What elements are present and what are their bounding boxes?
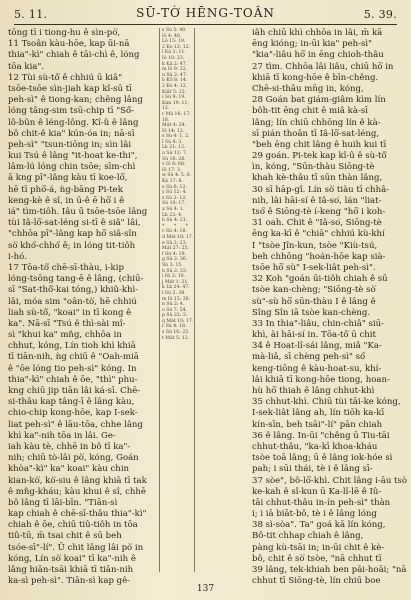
text-line: thia"-kì" chiah ê tāi-chì ê, lóng (8, 50, 140, 61)
cross-reference: q Mát 10: 17. (162, 318, 194, 324)
cross-reference: j Mát 1: 21. (162, 279, 189, 285)
cross-reference: r Sù 4: 18. (162, 324, 187, 330)
cross-reference: 12. (162, 106, 170, 112)
cross-reference: l Sù 2: 38. (162, 290, 186, 296)
text-line: nih; chiū tò-lâi pò͘, kóng, Goán (8, 453, 139, 464)
text-line: iâh chiū khì chhōa in lâi, m̄ kā (252, 28, 383, 38)
text-line: i; i iā biāt-bô, tè i ê lâng lóng (252, 509, 377, 520)
header-rule (14, 24, 397, 25)
text-line: 17 Tōa-tô͘ chē-sī-thàu, i-kip (8, 262, 124, 273)
text-line: 39 lâng, tek-khiah ben pāi-hoāi; "nā (252, 565, 407, 575)
text-line: hù hō͘ thiah ê lâng chhut-khì (252, 386, 375, 396)
cross-reference: v Iô 6: 68. (162, 162, 186, 168)
cross-reference: w Sù 4: 5, 6. (162, 173, 192, 179)
cross-reference: ī Ká 3: 11. (162, 50, 186, 56)
text-line: 37 sòe", bô-lō͘-khì. Chit lâng i-āu tsò (252, 475, 408, 486)
text-line: khah kè-thâu tī sūn thàn lâng, (252, 173, 383, 184)
cross-reference: s Sù 5: 40. (162, 28, 187, 33)
header-chapter-verse-left: 5. 11. (14, 8, 48, 21)
cross-reference: Lô 15: 19. (162, 39, 186, 45)
text-line: 33 In thia"-liâu, chin-chiâ" siū- (252, 318, 384, 329)
cross-reference: c Sù 4: 18. (162, 229, 187, 235)
text-line: lâi, móa sim "oân-tò͘, hē chhiú (8, 296, 137, 307)
cross-reference: e Sù 2: 23. (162, 240, 187, 246)
cross-reference: x Sù 6: 12. (162, 184, 187, 190)
running-header (14, 6, 397, 24)
cross-reference: Mát 4: 24. (162, 123, 186, 129)
cross-reference: Kun 19: 11. (162, 100, 189, 106)
text-line: tiû-tū, m̄ tsai chit ê sū beh (8, 531, 122, 542)
text-line: sù"-sù hō͘ sūn-thàu I ê lâng ê (252, 296, 376, 307)
cross-reference-column (162, 28, 192, 576)
text-line: tsōe-tsōe sìn-jiah kap kî-sū tī (8, 83, 132, 94)
cross-reference: Ká 17: 8. (162, 179, 183, 185)
text-line: "chhōa pī"-lâng kap hō͘ siâ-sîn (8, 229, 137, 240)
text-line: thia"-kì" chiah ê ōe, "thì" phu- (8, 374, 138, 385)
cross-reference: d Mát 10: 17. (162, 234, 194, 240)
text-line: keng-tiōng ê kàu-hoat-su, khí- (252, 363, 382, 374)
text-line: 12 Tùi sù-tô͘ ê chhiú ū kiâ" (8, 72, 123, 83)
text-line: 34 ê Hoat-lî-sái lâng, miâ "Ka- (252, 341, 382, 352)
text-line: tsóe-sī"-lí". Ū chit lâng lâi pò͘ in (8, 542, 144, 553)
text-line: tsōe hō͘ sù" I-sek-liât peh-sì". (252, 262, 376, 273)
cross-reference: g Sù 2: 36. (162, 257, 188, 263)
text-line: si-thâu kap tâng-ī ê lâng kàu, (8, 397, 135, 408)
cross-reference: z Sù 2: 12. (162, 195, 187, 201)
text-line: chhut tī Siōng-tè, lín chiū boe (252, 576, 381, 587)
cross-reference: t Mát 5: 12. (162, 335, 190, 341)
column-divider-right (194, 28, 195, 572)
text-line: bô, chit ê sò͘ tsòe, "nā chhut tī (252, 553, 382, 564)
text-line: lô-bûn ê léng-lông. Kî-û ê lâng (8, 117, 139, 128)
cross-reference: Iô 14: 12. (162, 128, 185, 134)
text-line: tāi chhut-thâu in-ín peh-sì" thàn (252, 497, 391, 508)
text-line: Chē-si-thâu mn̄g in, kóng, (252, 83, 364, 94)
text-line: kian-kò͘, kò͘-siu ê lâng khiā tī tak (8, 475, 147, 486)
text-line: kóng, Lín sò͘ koai" tī ka"-nih ê (8, 553, 136, 564)
text-line: 31 oah. Chit ê "Iâ-so͘, Siōng-tè (252, 218, 382, 229)
text-line: "kia"-liâu hō͘ in ēng chioh-thâu (252, 50, 384, 61)
text-line: khiā tī kong-hōe ê bīn-chêng. (252, 72, 379, 83)
text-line: i-hó. (8, 251, 27, 262)
text-line: tī tiān-nih, ǹg chiū ê "Oah-miā (8, 352, 139, 363)
text-line: liat peh-sì" ê lāu-tōa, chhe lâng (8, 419, 143, 430)
text-line: lâng; lín chiū chhōng lín ê kà- (252, 117, 381, 128)
cross-reference: k Ká 2: 47. (162, 61, 188, 67)
text-line: lóng-tsōng tang-ē ê lâng, (chiū- (8, 274, 144, 285)
cross-reference: n Sù 2: 47. (162, 72, 188, 78)
text-line: hē tī phō͘-á, ǹg-bāng Pi-tek (8, 184, 123, 195)
text-line: ìn, kóng, "Sūn-thàu Siōng-tè (252, 162, 375, 173)
text-line: 28 Goán bat giám-giâm kìm lín (252, 95, 386, 106)
cross-reference: s Sù 16: 23. (162, 330, 190, 336)
text-line: 38 sì-sòa". Ta" goá kā lín kóng, (252, 520, 386, 531)
cross-reference: ī Sù 4: 3. (162, 139, 183, 145)
header-book-title: SŪ-TÒ͘ HĒNG-TOÂN (136, 6, 275, 20)
text-line: kui Tsú ê lâng "it-hoat ke-thi", (8, 151, 138, 162)
text-line: I "tsòe Jîn-kun, tsòe "Kiù-tsú, (252, 240, 378, 251)
cross-reference: Sù 10: 17. (162, 201, 186, 207)
text-line: pah; i sūi thái, tè i ê lâng sī- (252, 464, 373, 475)
text-line: ê "ōe lóng tio peh-sì" kóng. In (8, 363, 137, 374)
text-line: tùi Iâ-lō͘-sat-léng si-tī ê siâ" lâi, (8, 218, 141, 229)
text-line: khì, ài hāi-sí in. Tōa-tô͘ ū chit (252, 330, 376, 341)
text-line: lâng hiān-tsāi khiā tī tiān-nih (8, 565, 134, 575)
text-line: tsòe toā lâng; ū ê lâng iok-hóe sì (252, 453, 393, 464)
text-line: kng chiū jip tiān lâi ká-sī. Chē- (8, 386, 141, 396)
text-line: sī "Sat-thô͘-kai tóng,) khiû-khì- (8, 285, 139, 296)
cross-reference: o Sù 7: 54. (162, 307, 188, 313)
text-line: beh chhōng "hoán-hōe kap sià- (252, 251, 386, 262)
text-line: peh-sì" ê tiong-kan; chêng lâng (8, 95, 143, 106)
cross-reference: f Sù 4: 19. (162, 251, 186, 257)
cross-reference: Lk 22: 4. (162, 212, 183, 218)
text-line: sò͘ khó͘-chhó͘ ê; in lóng tit-tiôh (8, 240, 136, 251)
text-line: pàng kù-tsāi in; in-ūi chit ê kè- (252, 542, 385, 553)
cross-reference: Mát 27: 25. (162, 246, 189, 252)
text-line: tsó͘ ê Siōng-tè í-keng "hō͘ i koh- (252, 207, 386, 217)
left-text-column (8, 28, 158, 587)
text-line: 36 ê lâng. In-ūi "chêng ū Tiu-tāi (252, 430, 390, 441)
cross-reference: b Kō 8: 14. (162, 78, 188, 84)
text-line: 27 tìm. Chhōa lâi liâu, chiū hō͘ in (252, 61, 394, 72)
cross-reference: Lk 21: 12. (162, 145, 186, 151)
text-line: bôh-tit ēng chit ê miâ kà-sī (252, 106, 368, 117)
text-line: lâm-lú lóng chin tsōe; sīm-chì (8, 162, 136, 173)
text-line: khì ka"-nih tōa in lâi. Ge- (8, 430, 116, 441)
cross-reference: Iô 10: 23. (162, 55, 185, 61)
text-line: "beh ēng chit lâng ê huih kui tī (252, 139, 387, 150)
text-line: 30 sī hāp-gî. Lín sò͘ tiàu tī chhâ- (252, 184, 390, 195)
cross-reference: 18. (162, 117, 170, 123)
cross-reference: Sù 3: 15. (162, 262, 183, 268)
cross-reference: b Sù 4: 21. (162, 218, 188, 224)
text-line: chhut, kóng, Lín tioh khì khiā (8, 341, 136, 352)
text-line: Sîng Sîn iā tsòe kan-chèng. (252, 307, 371, 318)
cross-reference: k Lk 24: 47. (162, 285, 190, 291)
cross-reference: r Má 16: 17. (162, 111, 191, 117)
text-line: liah sù-tô͘, "koai" in tī kong ê (8, 307, 132, 318)
text-line: kín-sīn, beh tsāi"-lí" pān chiah (252, 419, 383, 430)
page-number: 137 (196, 584, 215, 594)
text-line: tōa kia". (8, 61, 45, 72)
cross-reference: h Sù 2: 33. (162, 268, 188, 274)
text-line: ēng ka-kī ê "chiā" chhiú kù-khí (252, 229, 385, 240)
cross-reference: u Sù 12: 7. (162, 151, 188, 157)
text-line: ê mn̂g-kháu; kàu khui ê sî, chhē (8, 486, 146, 497)
header-chapter-verse-right: 5. 39. (363, 8, 397, 21)
text-line: chiah ê ōe, chiū tiû-tiôh in tōa (8, 520, 138, 531)
cross-reference: s Sù 4: 1, 2. (162, 134, 190, 140)
cross-reference: m Iô 15: 26. (162, 296, 191, 302)
text-line: chhut-thâu, "ka-kī khoa-kháu (252, 441, 378, 452)
cross-reference: Kiât 5: 22. (162, 89, 187, 95)
text-line: peh-sì" "tsun-tiōng in; sìn lâi (8, 139, 132, 150)
text-line: 35 chhut-khì. Chiū tùi tāi-ke kóng, (252, 397, 401, 408)
text-line: sī pián thoân tī Iâ-lō͘-sat-léng, (252, 128, 380, 139)
cross-reference: 2 Ko 12: 12. (162, 44, 191, 50)
text-line: chio-chip kong-hōe, kap I-sek- (8, 408, 138, 419)
text-line: lóng tâng-sim tsū-chip tī "Sô͘- (8, 106, 135, 117)
text-line: ā kng pī"-lâng kàu tī koe-lō͘, (8, 173, 128, 184)
text-line: bô chit-ê kia" kún-óa in; nā-sī (8, 128, 135, 139)
cross-reference: Iô 4: 48. (162, 33, 182, 39)
text-line: nih, lâi hāi-sí ê Iâ-so͘, lán "liat- (252, 195, 382, 206)
text-line: tōng tī i tiong-hu ê sìn-pò͘, (8, 28, 121, 38)
text-line: tsòe kan-chèng; "Siōng-tè sò͘ (252, 285, 376, 296)
cross-reference: a Sù 4: 1. (162, 207, 185, 212)
cross-reference: * * * (162, 223, 192, 229)
cross-reference: y Sù 12: 4. (162, 190, 187, 196)
text-line: iá" tìm-tiôh. Iâu ū tsōe-tsōe lâng (8, 207, 148, 217)
text-line: ēng kióng; in-ūi kia" peh-sì" (252, 39, 373, 50)
cross-reference: m Iô 9: 22. (162, 67, 188, 73)
cross-reference: i Hi 2: 10. (162, 274, 186, 280)
text-line: khòa"-kì" ka" koai" kàu chin (8, 464, 130, 475)
cross-reference: n Sù 2: 4. (162, 302, 185, 308)
text-line: I-sek-liât lâng ah, lín tiōh ka-kī (252, 408, 385, 419)
text-line: 11 Tsoân kàu-hōe, kap ūi-nā (8, 39, 130, 50)
text-line: kap chiah ê chē-sī-thâu thia"-kì" (8, 509, 147, 520)
text-line: ka-sì peh-sì". Tiān-sì kap gê- (8, 576, 131, 587)
text-line: Bô-tit chhap chiah ê lâng, (252, 531, 364, 542)
cross-reference: 2 Kò 4: 12. (162, 83, 188, 89)
text-line: iah kàu tè, chhē in bô tī ka"- (8, 441, 131, 452)
right-text-column (252, 28, 408, 587)
cross-reference: Iô 17: 3. (162, 167, 182, 173)
text-line: ke-kah ê sî-kun ū Ka-lî-lē ê Iû- (252, 486, 382, 497)
cross-reference: i Sù 9: 19. (162, 95, 186, 101)
text-line: keng-kè ê sî, in ū-ê ē hō͘ i ê (8, 195, 125, 206)
text-line: mà-liâ, sī chèng peh-sì" só͘ (252, 352, 366, 363)
cross-reference: p Sù 22: 3. (162, 313, 188, 319)
text-line: ka". Nā-sī "Tsú ê thì-sài mî- (8, 318, 126, 329)
text-line: 29 goán. Pi-tek kap kî-û ê sù-tô͘ (252, 151, 387, 162)
text-line: 32 Koh "goán ūi-tiôh chiah ê sū (252, 274, 388, 285)
cross-reference: Sù 16: 26. (162, 156, 186, 162)
text-line: sì "khui ka" mn̂g, chhōa in (8, 330, 122, 341)
text-line: bô lâng tī lāi-bīn. "Tiān-sì (8, 497, 118, 508)
column-divider-left (159, 28, 160, 572)
text-line: lâi khiā tī kong-hōe tiong, hoan- (252, 374, 390, 385)
